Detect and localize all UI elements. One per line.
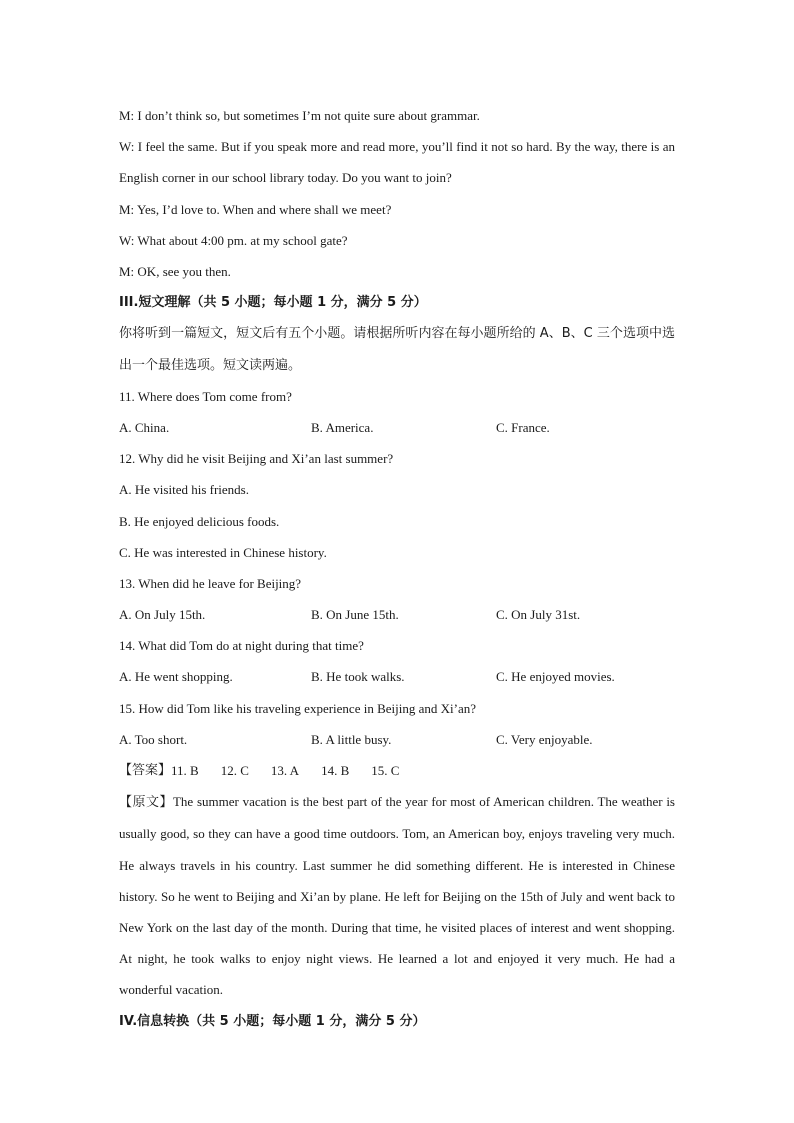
original-label: 【原文】 xyxy=(119,795,173,811)
option-b: B. America. xyxy=(311,419,374,435)
dialogue-line: W: I feel the same. But if you speak more and read more, you’ll find it not so hard. By the way, there is an English corner in our school library today. Do you want to join? xyxy=(119,139,675,186)
option-c: C. He was interested in Chinese history. xyxy=(119,544,327,560)
document-page xyxy=(119,100,675,1037)
original-text xyxy=(119,786,675,1005)
question-options xyxy=(119,661,675,692)
answer-item: 14. B xyxy=(321,763,350,778)
option-a: A. Too short. xyxy=(119,731,188,747)
option-a: A. He visited his friends. xyxy=(119,482,249,498)
option-b: B. On June 15th. xyxy=(311,607,399,623)
option-a: A. On July 15th. xyxy=(119,607,206,623)
dialogue-line: M: OK, see you then. xyxy=(119,263,231,279)
question-options xyxy=(119,599,675,630)
answer-item: 12. C xyxy=(220,763,249,778)
option-b: B. He enjoyed delicious foods. xyxy=(119,513,280,529)
dialogue-line: M: Yes, I’d love to. When and where shall we meet? xyxy=(119,201,392,217)
answer-label: 【答案】 xyxy=(119,763,172,778)
question-stem: 14. What did Tom do at night during that time? xyxy=(119,638,364,654)
option-c: C. France. xyxy=(496,419,550,435)
option-c: C. Very enjoyable. xyxy=(496,731,593,747)
question-stem: 15. How did Tom like his traveling experience in Beijing and Xi’an? xyxy=(119,700,476,716)
answer-item: 15. C xyxy=(371,763,400,778)
dialogue-line: W: What about 4:00 pm. at my school gate? xyxy=(119,232,348,248)
question-options xyxy=(119,412,675,443)
section-title: III.短文理解（共 5 小题；每小题 1 分，满分 5 分） xyxy=(119,295,427,311)
section-instruction: 你将听到一篇短文，短文后有五个小题。请根据所听内容在每小题所给的 A、B、C 三个选项中选出一个最佳选项。短文读两遍。 xyxy=(119,326,675,373)
question-stem: 12. Why did he visit Beijing and Xi’an last summer? xyxy=(119,451,394,467)
option-b: B. He took walks. xyxy=(311,669,405,685)
answer-item: 11. B xyxy=(171,763,199,778)
option-c: C. On July 31st. xyxy=(496,607,581,623)
section-title: IV.信息转换（共 5 小题；每小题 1 分，满分 5 分） xyxy=(119,1013,426,1029)
answer-item: 13. A xyxy=(270,763,300,778)
option-c: C. He enjoyed movies. xyxy=(496,669,615,685)
original-body: The summer vacation is the best part of the year for most of American children. The weather is usually good, so they can have a good time outdoors. Tom, an American boy, enjoys traveling very much. He always travels in his country. Last summer he did something different. He is interested in Chinese history. So he went to Beijing and Xi’an by plane. He left for Beijing on the 15th of July and went back to New York on the last day of the month. During that time, he visited places of interest and went shopping. At night, he took walks to enjoy night views. He learned a lot and enjoyed it very much. He had a wonderful vacation. xyxy=(119,794,675,998)
question-stem: 11. Where does Tom come from? xyxy=(119,388,292,404)
dialogue-line: M: I don’t think so, but sometimes I’m not quite sure about grammar. xyxy=(119,108,480,123)
option-a: A. He went shopping. xyxy=(119,669,233,685)
option-b: B. A little busy. xyxy=(311,731,392,747)
answer-key xyxy=(119,755,675,786)
question-options xyxy=(119,724,675,755)
question-stem: 13. When did he leave for Beijing? xyxy=(119,575,302,591)
option-a: A. China. xyxy=(119,419,170,435)
